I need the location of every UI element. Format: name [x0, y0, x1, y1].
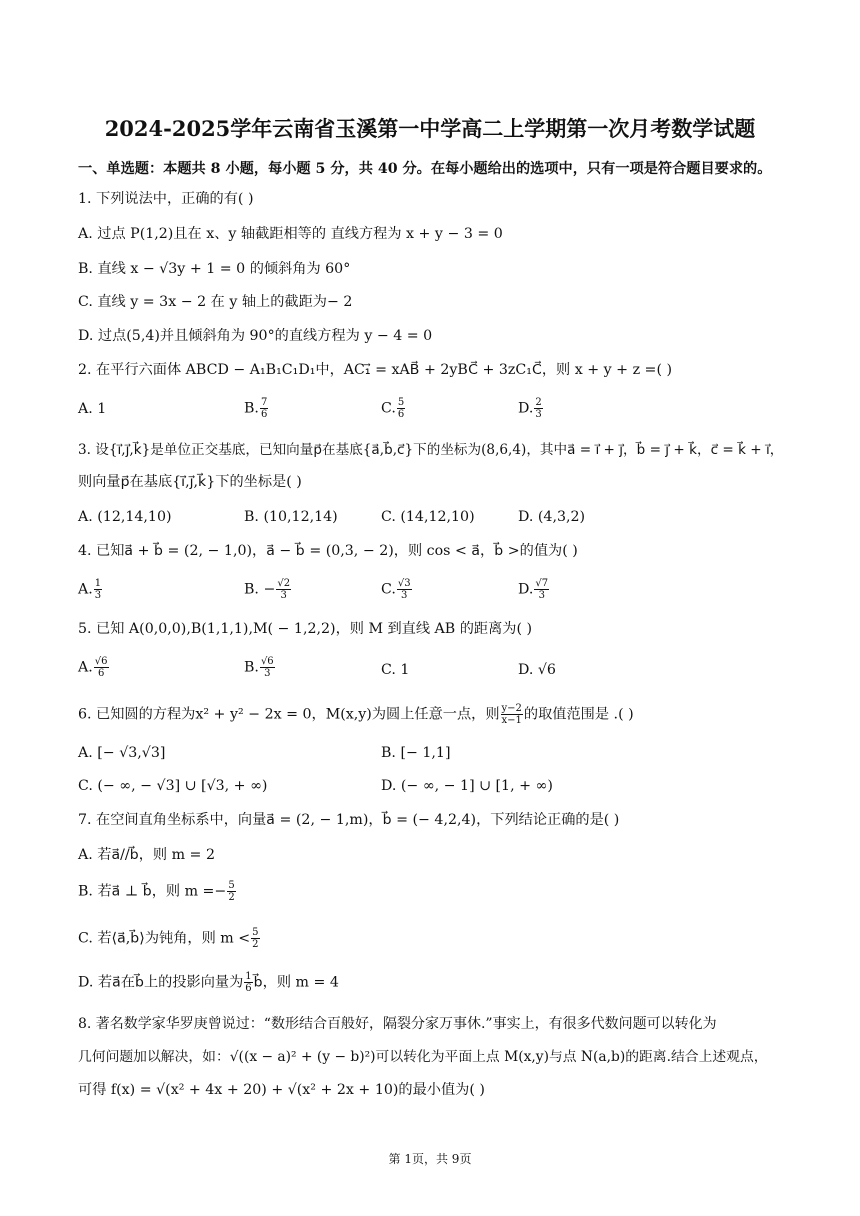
question-7-option-b: B. 若a⃗ ⊥ b⃗，则 m =− $\frac{5}{2}$	[78, 880, 235, 903]
question-1-option-d: D. 过点(5,4)并且倾斜角为 90°的直线方程为 y − 4 = 0	[78, 328, 433, 344]
question-5-option-d: D. √6	[518, 662, 556, 678]
section-heading: 一、单选题：本题共 8 小题，每小题 5 分，共 40 分。在每小题给出的选项中，只有一项是符合题目要求的。	[78, 161, 772, 177]
question-3-option-c: C. (14,12,10)	[381, 509, 475, 525]
question-3-option-d: D. (4,3,2)	[518, 509, 586, 525]
page-title: 2024-2025学年云南省玉溪第一中学高二上学期第一次月考数学试题	[104, 116, 756, 141]
question-3-stem-line1: 3. 设{i⃗,j⃗,k⃗}是单位正交基底，已知向量p⃗在基底{a⃗,b⃗,c⃗}下的坐标为(8,6,4)，其中a⃗ = i⃗ + j⃗，b⃗ = j⃗ + k⃗，c⃗ = k⃗ + i⃗，	[78, 442, 784, 458]
question-2-stem: 2. 在平行六面体 ABCD − A₁B₁C₁D₁中，AC₁⃗ = xAB⃗ + 2yBC⃗ + 3zC₁C⃗，则 x + y + z =( )	[78, 362, 673, 378]
question-3-stem-line2: 则向量p⃗在基底{i⃗,j⃗,k⃗}下的坐标是( )	[78, 474, 302, 490]
question-2-option-a: A. 1	[78, 401, 107, 417]
question-5-option-b: B. $\frac{√6}{3}$	[244, 656, 274, 679]
question-1-option-c: C. 直线 y = 3x − 2 在 y 轴上的截距为− 2	[78, 294, 353, 310]
question-4-option-c: C. $\frac{√3}{3}$	[381, 578, 411, 601]
question-7-option-d: D. 若a⃗在b⃗上的投影向量为 $\frac{1}{6}$ b⃗，则 m = 4	[78, 971, 339, 994]
question-1-stem: 1. 下列说法中，正确的有( )	[78, 191, 254, 207]
question-8-line1: 8. 著名数学家华罗庚曾说过：“数形结合百般好，隔裂分家万事休.”事实上，有很多代数问题可以转化为	[78, 1016, 717, 1032]
question-6-option-d: D. (− ∞, − 1] ∪ [1, + ∞)	[381, 778, 553, 794]
question-6-stem: 6. 已知圆的方程为x² + y² − 2x = 0，M(x,y)为圆上任意一点，则 $\frac{y-2}{x-1}$ 的取值范围是 .( )	[78, 703, 634, 726]
question-4-option-a: A. $\frac{1}{3}$	[78, 578, 102, 601]
question-5-stem: 5. 已知 A(0,0,0),B(1,1,1),M( − 1,2,2)，则 M 到直线 AB 的距离为( )	[78, 621, 533, 637]
question-7-option-c: C. 若⟨a⃗,b⃗⟩为钝角，则 m < $\frac{5}{2}$	[78, 927, 259, 950]
question-6-option-b: B. [− 1,1]	[381, 745, 451, 761]
question-4-stem: 4. 已知a⃗ + b⃗ = (2, − 1,0)，a⃗ − b⃗ = (0,3, − 2)，则 cos < a⃗，b⃗ >的值为( )	[78, 543, 578, 559]
question-3-option-a: A. (12,14,10)	[78, 509, 172, 525]
question-7-stem: 7. 在空间直角坐标系中，向量a⃗ = (2, − 1,m)，b⃗ = (− 4,2,4)，下列结论正确的是( )	[78, 812, 620, 828]
question-4-option-b: B. − $\frac{√2}{3}$	[244, 578, 291, 601]
question-7-option-a: A. 若a⃗//b⃗，则 m = 2	[78, 847, 215, 863]
question-4-option-d: D. $\frac{√7}{3}$	[518, 578, 549, 601]
question-8-line2: 几何问题加以解决，如：√((x − a)² + (y − b)²)可以转化为平面上点 M(x,y)与点 N(a,b)的距离.结合上述观点，	[78, 1049, 768, 1065]
page-footer: 第 1页，共 9页	[388, 1152, 472, 1166]
question-8-line3: 可得 f(x) = √(x² + 4x + 20) + √(x² + 2x + 10)的最小值为( )	[78, 1082, 485, 1098]
question-1-option-a: A. 过点 P(1,2)且在 x、y 轴截距相等的 直线方程为 x + y − 3 = 0	[78, 226, 503, 242]
question-6-option-c: C. (− ∞, − √3] ∪ [√3, + ∞)	[78, 778, 268, 794]
question-3-option-b: B. (10,12,14)	[244, 509, 338, 525]
question-2-option-b: B. $\frac{7}{6}$	[244, 397, 268, 420]
question-5-option-a: A. $\frac{√6}{6}$	[78, 656, 108, 679]
question-1-option-b: B. 直线 x − √3y + 1 = 0 的倾斜角为 60°	[78, 261, 351, 277]
question-5-option-c: C. 1	[381, 662, 410, 678]
question-2-option-d: D. $\frac{2}{3}$	[518, 397, 542, 420]
question-6-option-a: A. [− √3,√3]	[78, 745, 166, 761]
question-2-option-c: C. $\frac{5}{6}$	[381, 397, 405, 420]
